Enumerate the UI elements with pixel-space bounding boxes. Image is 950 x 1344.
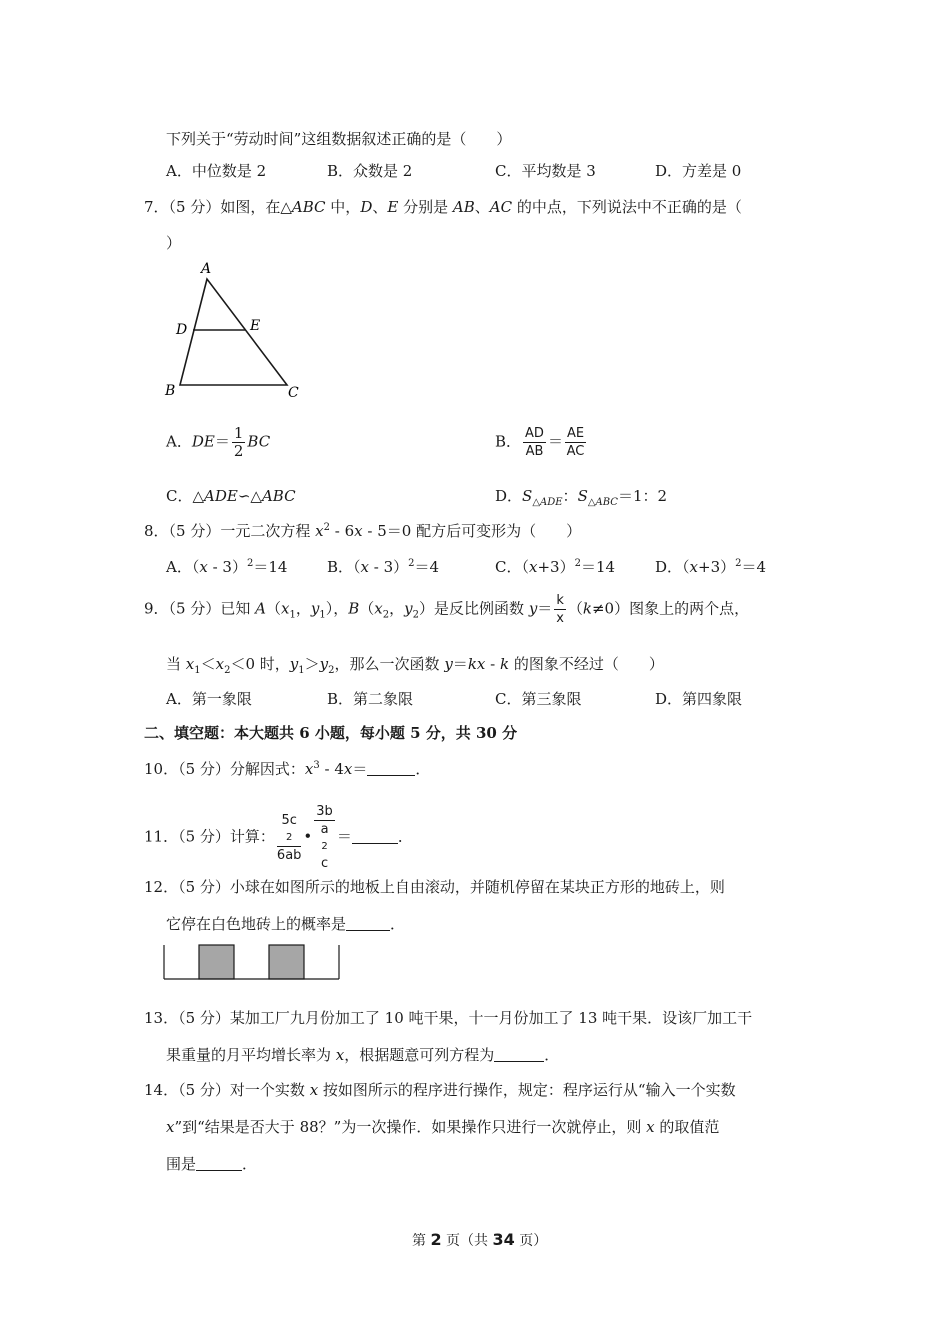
q11-answer-blank[interactable] (352, 829, 398, 844)
q7-option-a: A．DE＝ $\frac{1}{2}$ BC (166, 424, 271, 460)
q9-option-b: B．第二象限 (327, 690, 414, 708)
q10-answer-blank[interactable] (367, 761, 415, 776)
q7-option-d: D．$S_{\triangle ADE}$：$S_{\triangle ABC}=1$：2 (495, 487, 668, 508)
q6-option-c: C．平均数是 3 (495, 162, 596, 180)
tile-gray-1 (199, 945, 234, 979)
q12-stem-line2: 它停在白色地砖上的概率是 ． (166, 915, 406, 933)
page-footer: 第 2 页（共 34 页） (412, 1230, 548, 1249)
triangle-abc (180, 279, 287, 385)
q9-option-c: C．第三象限 (495, 690, 582, 708)
q7-option-b: B． $\frac{AD}{AB}$ ＝ $\frac{AE}{AC}$ (495, 426, 585, 459)
label-d: D (176, 322, 188, 338)
q9-option-d: D．第四象限 (655, 690, 743, 708)
q12-answer-blank[interactable] (346, 916, 390, 931)
floor-tiles-figure (163, 944, 341, 980)
q14-stem-line3: 围是 ． (166, 1155, 258, 1173)
q6-stem: 下列关于“劳动时间”这组数据叙述正确的是（ ） (166, 130, 512, 148)
q6-option-a: A．中位数是 2 (166, 162, 267, 180)
q13-stem-line2: 果重量的月平均增长率为 x，根据题意可列方程为 ． (166, 1046, 560, 1064)
q8-option-a: A．（x - 3）$^2$＝14 (166, 558, 288, 576)
q7-option-c: C．△ADE∽△ABC (166, 487, 296, 505)
q14-stem-line1: 14．（5 分）对一个实数 x 按如图所示的程序进行操作，规定：程序运行从“输入一个实数 (144, 1081, 736, 1099)
q8-stem: 8．（5 分）一元二次方程 $x^2 - 6x - 5=0$ 配方后可变形为（ ） (144, 522, 582, 540)
q13-answer-blank[interactable] (494, 1047, 544, 1062)
q13-stem-line1: 13．（5 分）某加工厂九月份加工了 10 吨干果，十一月份加工了 13 吨干果．设该厂加工干 (144, 1009, 753, 1027)
section-2-title: 二、填空题：本大题共 6 小题，每小题 5 分，共 30 分 (144, 724, 518, 742)
q8-option-c: C．$(x+3)^2=14$ (495, 558, 616, 576)
triangle-figure (160, 255, 310, 405)
q7-stem: 7．（5 分）如图，在△ABC 中，D、E 分别是 AB、AC 的中点，下列说法中不正确的是（ (144, 198, 742, 216)
q9-stem-line1: 9．（5 分）已知 $A(x_1$，$y_1$），$B(x_2$，$y_2$）是反比例函数 y＝ $\frac{k}{x}$ （k≠0）图象上的两个点， (144, 593, 750, 626)
q6-option-d: D．方差是 0 (655, 162, 742, 180)
tile-gray-2 (269, 945, 304, 979)
current-page-number: 2 (430, 1230, 442, 1249)
label-b: B (165, 383, 176, 399)
q11-stem: 11．（5 分）计算： 5c 2 6ab • 3b a 2 c ＝ ． (144, 804, 413, 871)
q12-stem-line1: 12．（5 分）小球在如图所示的地板上自由滚动，并随机停留在某块正方形的地砖上，则 (144, 878, 725, 896)
q7-stem-close: ） (166, 234, 182, 252)
q8-option-d: D．$(x+3)^2=4$ (655, 558, 767, 576)
q9-stem-line2: 当 $x_1<x_2<0$ 时，$y_1>y_2$，那么一次函数 y＝kx - k 的图象不经过（ ） (166, 655, 664, 676)
q14-answer-blank[interactable] (196, 1156, 242, 1171)
label-e: E (250, 318, 261, 334)
label-a: A (201, 261, 212, 277)
q10-stem: 10．（5 分）分解因式：$x^3 - 4x=$ ． (144, 760, 431, 778)
q8-option-b: B．（x - 3）$^2$＝4 (327, 558, 440, 576)
q9-option-a: A．第一象限 (166, 690, 252, 708)
q14-stem-line2: x”到“结果是否大于 88？”为一次操作．如果操作只进行一次就停止，则 x 的取值范 (166, 1118, 720, 1136)
q6-option-b: B．众数是 2 (327, 162, 413, 180)
total-page-count: 34 (492, 1230, 515, 1249)
label-c: C (288, 385, 299, 401)
